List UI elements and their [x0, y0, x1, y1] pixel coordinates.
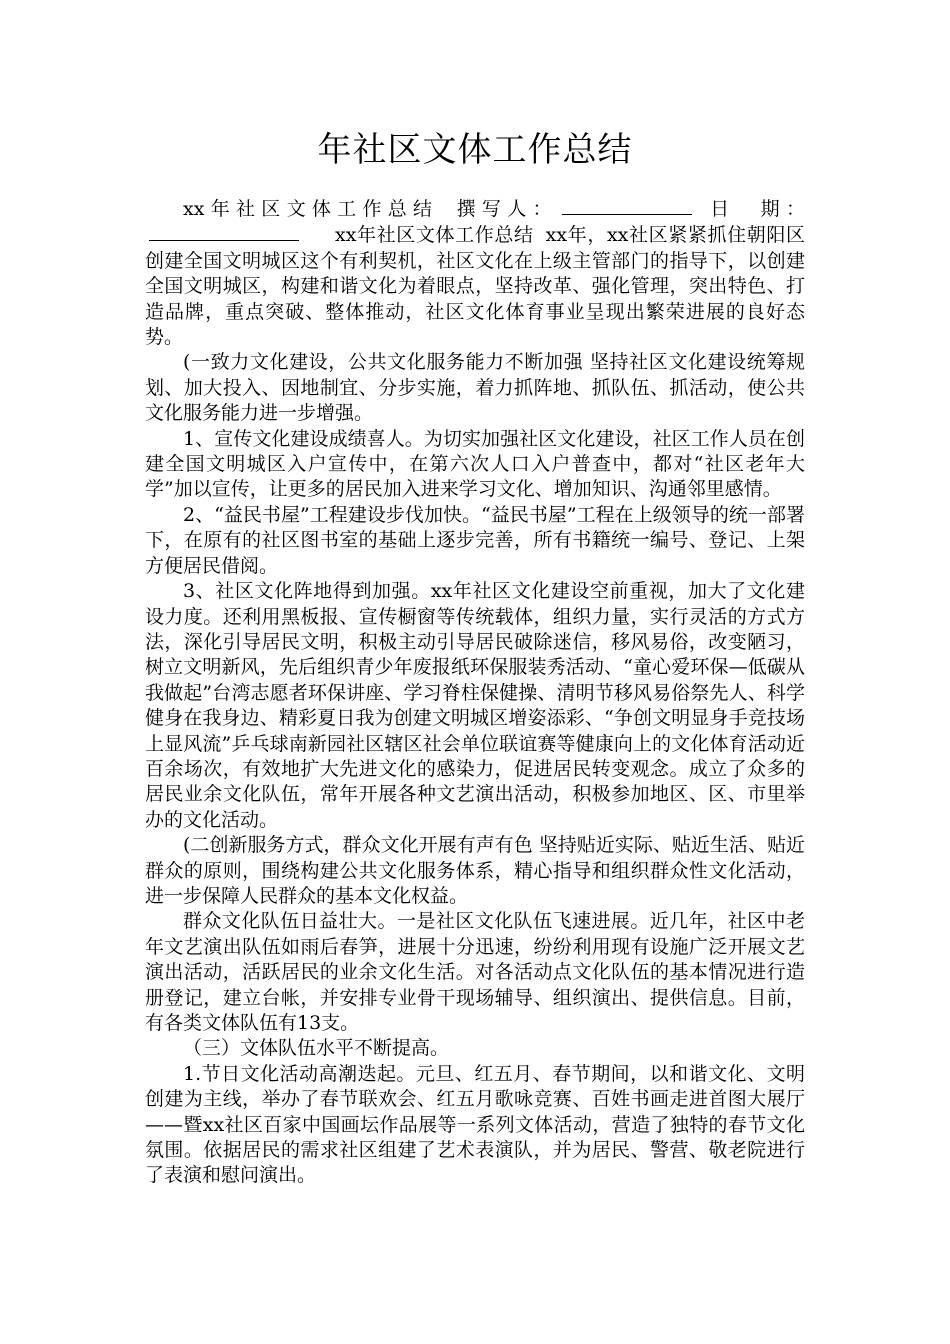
- writer-blank: [562, 196, 692, 215]
- page-title: 年社区文体工作总结: [317, 130, 633, 170]
- repeat-title: xx年社区文体工作总结: [335, 224, 534, 247]
- date-blank: [149, 222, 299, 241]
- date-label: 日 期：: [703, 198, 805, 220]
- paragraph-4: 3、社区文化阵地得到加强。xx年社区文化建设空前重视，加大了文化建设力度。还利用黑板报、宣传橱窗等传统载体，组织力量，实行灵活的方式方法，深化引导居民文明，积极主动引导居民破除迷信，移风易俗，改变陋习，树立文明新风，先后组织青少年废报纸环保服装秀活动、“童心爱环保—低碳从我做起”台湾志愿者环保讲座、学习脊柱保健操、清明节移风易俗祭先人、科学健身在我身边、精彩夏日我为创建文明城区增姿添彩、“争创文明显身手竞技场上显风流”乒乓球南新园社区辖区社会单位联谊赛等健康向上的文化体育活动近百余场次，有效地扩大先进文化的感染力，促进居民转变观念。成立了众多的居民业余文化队伍，常年开展各种文艺演出活动，积极参加地区、区、市里举办的文化活动。: [145, 580, 805, 831]
- writer-label: 撰写人：: [450, 198, 558, 220]
- paragraph-1: (一致力文化建设，公共文化服务能力不断加强 坚持社区文化建设统筹规划、加大投入、因地制宜、分步实施，着力抓阵地、抓队伍、抓活动，使公共文化服务能力进一步增强。: [145, 351, 805, 425]
- paragraph-8: 1.节日文化活动高潮迭起。元旦、红五月、春节期间，以和谐文化、文明创建为主线，举办了春节联欢会、红五月歌咏竞赛、百姓书画走进首图大展厅——暨xx社区百家中国画坛作品展等一系列文体活动，营造了独特的春节文化氛围。依据居民的需求社区组建了艺术表演队，并为居民、警营、敬老院进行了表演和慰问演出。: [145, 1062, 805, 1187]
- document-body: [145, 196, 805, 1189]
- paragraph-3: 2、“益民书屋”工程建设步伐加快。“益民书屋”工程在上级领导的统一部署下，在原有的社区图书室的基础上逐步完善，所有书籍统一编号、登记、上架方便居民借阅。: [145, 503, 805, 577]
- header-paragraph: [145, 196, 805, 350]
- paragraph-6: 群众文化队伍日益壮大。一是社区文化队伍飞速进展。近几年，社区中老年文艺演出队伍如雨后春笋，进展十分迅速，纷纷利用现有设施广泛开展文艺演出活动，活跃居民的业余文化生活。对各活动点文化队伍的基本情况进行造册登记，建立台帐，并安排专业骨干现场辅导、组织演出、提供信息。目前，有各类文体队伍有13支。: [145, 910, 805, 1034]
- paragraph-5: (二创新服务方式，群众文化开展有声有色 坚持贴近实际、贴近生活、贴近群众的原则，围绕构建公共文化服务体系，精心指导和组织群众性文化活动，进一步保障人民群众的基本文化权益。: [145, 834, 805, 907]
- paragraph-2: 1、宣传文化建设成绩喜人。为切实加强社区文化建设，社区工作人员在创建全国文明城区入户宣传中，在第六次人口入户普查中，都对“社区老年大学”加以宣传，让更多的居民加入进来学习文化、增加知识、沟通邻里感情。: [145, 427, 805, 501]
- intro-text: xx年，xx社区紧紧抓住朝阳区创建全国文明城区这个有利契机，社区文化在上级主管部门的指导下，以创建全国文明城区，构建和谐文化为着眼点，坚持改革、强化管理，突出特色、打造品牌，重点突破、整体推动，社区文化体育事业呈现出繁荣进展的良好态势。: [145, 224, 805, 349]
- doc-name: xx年社区文体工作总结: [183, 198, 439, 220]
- paragraph-7: （三）文体队伍水平不断提高。: [183, 1037, 450, 1060]
